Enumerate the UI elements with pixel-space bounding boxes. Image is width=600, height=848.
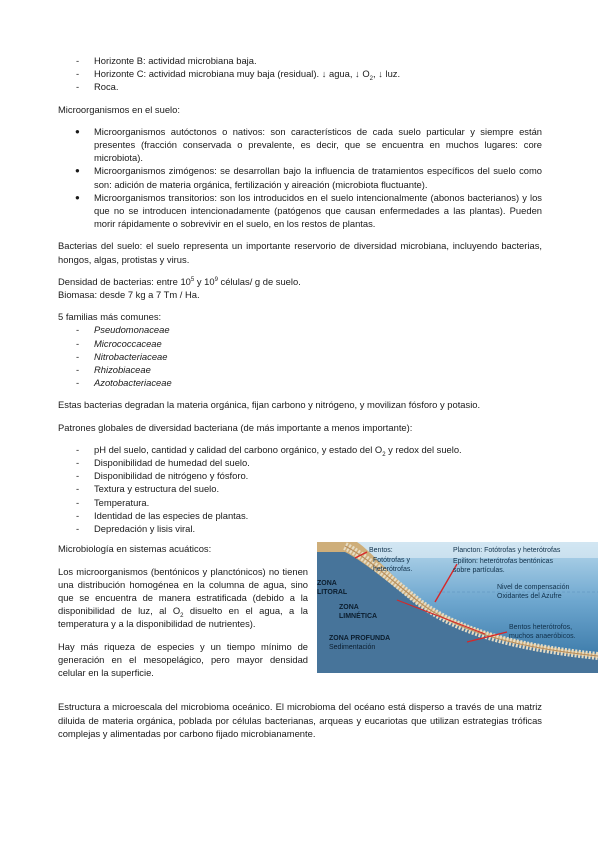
label-oxidantes: Oxidantes del Azufre — [497, 593, 562, 601]
paragraph: Hay más riqueza de especies y un tiempo mínimo de generación en el mesopelágico, pero mayor densidad celular en la superficie. — [58, 640, 308, 678]
paragraph: Estas bacterias degradan la materia orgánica, fijan carbono y nitrógeno, y movilizan fósforo y potasio. — [58, 399, 481, 411]
paragraph: Estructura a microescala del microbioma oceánico. El microbioma del océano está disperso a través de una matriz diluida de materia orgánica, poblada por células bacterianas, arqueas y eucariotas que utilizan estrategias tróficas complejas y alimentadas por carbono fijado microbianamente. — [58, 701, 542, 739]
list-item: - Temperatura. — [58, 496, 542, 509]
label-fototrofas-2: heterótrofas. — [373, 566, 413, 574]
list-item: ● Microorganismos transitorios: son los introducidos en el suelo intencionalmente (abonos bacterianos) y los que no se introducen intencionadamente (patógenos que causan enfermedades a las plantas). Pueden morir rápidamente o sobrevivir en el suelo, en los restos de plantas. — [58, 191, 542, 231]
label-compensacion: Nivel de compensación — [497, 584, 570, 592]
list-item: ● Microorganismos autóctonos o nativos: son característicos de cada suelo particular y siempre están presentes (fracción conservada o prevalente, es decir, que se encuentra en muchos lugares: core microbiota). — [58, 125, 542, 165]
label-bentos: Bentos: — [369, 547, 393, 555]
list-item: - Identidad de las especies de plantas. — [58, 509, 542, 522]
label-zona-limnetica-1: ZONA — [339, 604, 359, 612]
paragraph: Los microorganismos (bentónicos y planctónicos) no tienen una distribución homogénea en la columna de agua, sino que se encuentra de manera estratificada (debido a la disponibilidad de luz, al $O_2$ disuelto en el agua, a la temperatura y a la disponibilidad de nutrientes). — [58, 565, 308, 630]
density-line: Densidad de bacterias: entre $10^5$ y $10^9$ células/ g de suelo. — [58, 275, 301, 287]
label-sedimentacion: Sedimentación — [329, 644, 376, 652]
biomass-line: Biomasa: desde 7 kg a 7 Tm / Ha. — [58, 289, 200, 301]
list-item: ● Microorganismos zimógenos: se desarrollan bajo la influencia de tratamientos específicos del suelo como son: adición de materia orgánica, fertilización y aireación (microbiota fluctuante). — [58, 164, 542, 190]
list-item: - Horizonte C: actividad microbiana muy baja (residual). ↓ agua, ↓ $O_2$, ↓ luz. — [58, 67, 542, 80]
list-item: - Nitrobacteriaceae — [58, 350, 542, 363]
list-item: - Textura y estructura del suelo. — [58, 482, 542, 495]
list-item: - Horizonte B: actividad microbiana baja. — [58, 54, 542, 67]
label-zona-limnetica-2: LIMNÉTICA — [339, 613, 378, 621]
label-zona-litoral-2: LITORAL — [317, 589, 348, 597]
document-page — [58, 54, 576, 740]
list-item: - Rhizobiaceae — [58, 363, 542, 376]
paragraph: Bacterias del suelo: el suelo representa un importante reservorio de diversidad microbiana, incluyendo bacterias, hongos, algas, protistas y virus. — [58, 240, 542, 265]
label-bentos-het-2: muchos anaeróbicos. — [509, 633, 576, 641]
microorganism-list — [58, 125, 542, 231]
label-zona-litoral-1: ZONA — [317, 580, 337, 588]
label-epiliton-2: sobre partículas. — [453, 567, 505, 575]
aquatic-section — [58, 542, 576, 700]
label-zona-profunda: ZONA PROFUNDA — [329, 635, 391, 643]
diagram-svg — [317, 542, 598, 673]
list-item: - Micrococcaceae — [58, 337, 542, 350]
section-heading: Patrones globales de diversidad bacteriana (de más importante a menos importante): — [58, 421, 413, 433]
label-bentos-het-1: Bentos heterótrofos, — [509, 624, 573, 632]
label-plancton: Plancton: Fotótrofas y heterótrofas — [453, 547, 561, 555]
list-item: - Pseudomonaceae — [58, 323, 542, 336]
label-fototrofas-1: Fotótrofas y — [373, 557, 410, 565]
list-item: - Depredación y lisis viral. — [58, 522, 542, 535]
list-item: - Disponibilidad de humedad del suelo. — [58, 456, 542, 469]
list-item: - Azotobacteriaceae — [58, 376, 542, 389]
section-heading: 5 familias más comunes: — [58, 311, 162, 323]
section-heading: Microorganismos en el suelo: — [58, 103, 180, 115]
horizon-list — [58, 54, 542, 94]
list-item: - Roca. — [58, 80, 542, 93]
list-item: - pH del suelo, cantidad y calidad del carbono orgánico, y estado del $O_2$ y redox del suelo. — [58, 443, 542, 456]
section-heading: Microbiología en sistemas acuáticos: — [58, 543, 212, 555]
pattern-list — [58, 443, 542, 535]
aquatic-zones-diagram — [317, 542, 598, 673]
list-item: - Disponibilidad de nitrógeno y fósforo. — [58, 469, 542, 482]
label-epiliton-1: Epiliton: heterótrofas bentónicas — [453, 558, 554, 566]
family-list — [58, 323, 542, 389]
